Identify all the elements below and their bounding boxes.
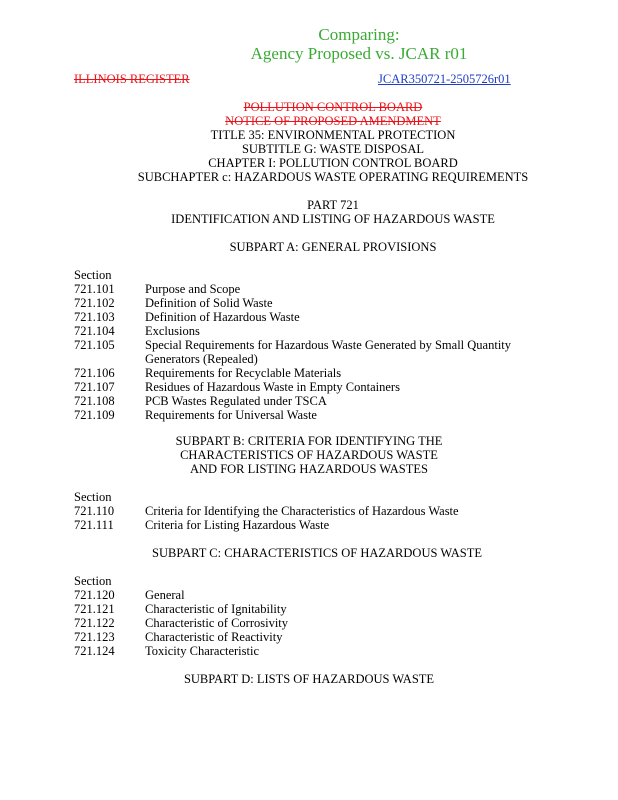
register-header: ILLINOIS REGISTER: [74, 72, 190, 86]
section-number: 721.110: [74, 504, 115, 518]
jcar-link[interactable]: JCAR350721-2505726r01: [378, 72, 511, 86]
title-35: TITLE 35: ENVIRONMENTAL PROTECTION: [210, 128, 456, 142]
subpart-b-title-line3: AND FOR LISTING HAZARDOUS WASTES: [190, 462, 428, 476]
notice-board: POLLUTION CONTROL BOARD: [243, 100, 423, 114]
section-number: 721.101: [74, 282, 115, 296]
section-title: Characteristic of Ignitability: [145, 602, 287, 616]
section-number: 721.111: [74, 518, 114, 532]
section-number: 721.103: [74, 310, 115, 324]
subpart-b-title-line2: CHARACTERISTICS OF HAZARDOUS WASTE: [180, 448, 438, 462]
section-title: Purpose and Scope: [145, 282, 241, 296]
subpart-c-title: SUBPART C: CHARACTERISTICS OF HAZARDOUS WASTE: [152, 546, 482, 560]
subchapter-c: SUBCHAPTER c: HAZARDOUS WASTE OPERATING REQUIREMENTS: [137, 170, 529, 184]
section-label-b: Section: [74, 490, 112, 504]
section-title: Definition of Solid Waste: [145, 296, 273, 310]
chapter-i: CHAPTER I: POLLUTION CONTROL BOARD: [208, 156, 458, 170]
section-title: Characteristic of Corrosivity: [145, 616, 289, 630]
section-title: General: [145, 588, 185, 602]
section-title-continued: Generators (Repealed): [145, 352, 258, 366]
section-title: Criteria for Listing Hazardous Waste: [145, 518, 330, 532]
section-number: 721.108: [74, 394, 115, 408]
section-title: Exclusions: [145, 324, 200, 338]
section-number: 721.106: [74, 366, 115, 380]
part-number: PART 721: [307, 198, 359, 212]
section-label-c: Section: [74, 574, 112, 588]
subpart-d-title: SUBPART D: LISTS OF HAZARDOUS WASTE: [183, 672, 435, 686]
section-title: Definition of Hazardous Waste: [145, 310, 300, 324]
section-number: 721.109: [74, 408, 115, 422]
section-title: Characteristic of Reactivity: [145, 630, 283, 644]
section-number: 721.107: [74, 380, 115, 394]
notice-amendment: NOTICE OF PROPOSED AMENDMENT: [225, 114, 441, 128]
section-number: 721.104: [74, 324, 115, 338]
section-number: 721.120: [74, 588, 115, 602]
section-title: Requirements for Universal Waste: [145, 408, 317, 422]
section-title: Special Requirements for Hazardous Waste Generated by Small Quantity: [145, 338, 512, 352]
compare-subtitle: Agency Proposed vs. JCAR r01: [250, 44, 468, 63]
section-title: Residues of Hazardous Waste in Empty Containers: [145, 380, 400, 394]
section-title: Criteria for Identifying the Characteristics of Hazardous Waste: [145, 504, 459, 518]
section-number: 721.121: [74, 602, 115, 616]
section-number: 721.123: [74, 630, 115, 644]
section-number: 721.122: [74, 616, 115, 630]
subtitle-g: SUBTITLE G: WASTE DISPOSAL: [241, 142, 425, 156]
section-number: 721.102: [74, 296, 115, 310]
section-title: PCB Wastes Regulated under TSCA: [145, 394, 327, 408]
section-number: 721.124: [74, 644, 115, 658]
section-title: Toxicity Characteristic: [145, 644, 260, 658]
subpart-b-title-line1: SUBPART B: CRITERIA FOR IDENTIFYING THE: [175, 434, 443, 448]
section-label-a: Section: [74, 268, 112, 282]
section-title: Requirements for Recyclable Materials: [145, 366, 342, 380]
part-title: IDENTIFICATION AND LISTING OF HAZARDOUS WASTE: [171, 212, 495, 226]
compare-title: Comparing:: [318, 25, 400, 44]
section-number: 721.105: [74, 338, 115, 352]
subpart-a-title: SUBPART A: GENERAL PROVISIONS: [229, 240, 437, 254]
